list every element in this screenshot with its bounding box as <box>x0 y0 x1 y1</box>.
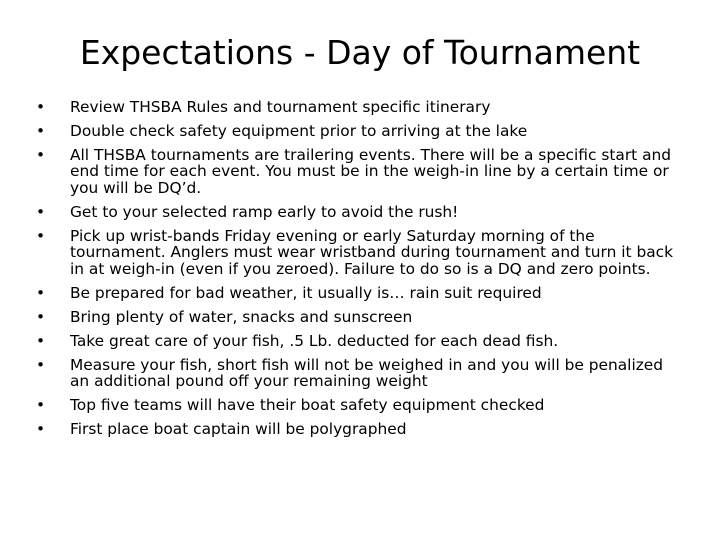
bullet-text: Double check safety equipment prior to arriving at the lake <box>70 122 528 140</box>
bullet-text: Review THSBA Rules and tournament specific itinerary <box>70 98 491 116</box>
bullet-dot-icon: • <box>36 226 46 245</box>
bullet-text: Take great care of your fish, .5 Lb. deducted for each dead fish. <box>70 331 559 350</box>
bullet-item <box>36 147 686 196</box>
bullet-dot-icon: • <box>36 202 46 221</box>
bullet-item <box>36 285 686 301</box>
bullet-dot-icon: • <box>36 331 46 350</box>
bullet-text: Be prepared for bad weather, it usually is… rain suit required <box>70 283 542 302</box>
bullet-item <box>36 309 686 325</box>
bullet-text: Get to your selected ramp early to avoid the rush! <box>70 202 459 221</box>
bullet-item <box>36 123 686 139</box>
bullet-item <box>36 357 686 390</box>
bullet-dot-icon: • <box>36 396 46 415</box>
bullet-text: Top five teams will have their boat safety equipment checked <box>70 396 545 415</box>
bullet-dot-icon: • <box>36 420 46 439</box>
bullet-dot-icon: • <box>36 98 46 116</box>
bullet-list <box>36 99 686 445</box>
bullet-dot-icon: • <box>36 307 46 326</box>
bullet-item <box>36 333 686 349</box>
bullet-item <box>36 421 686 437</box>
bullet-text: Bring plenty of water, snacks and sunscreen <box>70 307 413 326</box>
bullet-dot-icon: • <box>36 146 46 164</box>
slide-title: Expectations - Day of Tournament <box>79 33 641 72</box>
bullet-item <box>36 204 686 220</box>
bullet-text: Measure your fish, short fish will not be weighed in and you will be penalized an additional pound off your remaining weight <box>70 355 664 391</box>
bullet-dot-icon: • <box>36 355 46 374</box>
bullet-item <box>36 397 686 413</box>
bullet-dot-icon: • <box>36 122 46 140</box>
bullet-item <box>36 228 686 277</box>
bullet-text: Pick up wrist-bands Friday evening or early Saturday morning of the tournament. Anglers must wear wristband during tournament and turn it back in at weigh-in (even if you zeroed). Failure to do so is a DQ and zero points. <box>70 226 674 278</box>
bullet-dot-icon: • <box>36 283 46 302</box>
bullet-text: All THSBA tournaments are trailering events. There will be a specific start and end time for each event. You must be in the weigh-in line by a certain time or you will be DQ’d. <box>70 146 672 197</box>
bullet-text: First place boat captain will be polygraphed <box>70 420 407 439</box>
bullet-item <box>36 99 686 115</box>
